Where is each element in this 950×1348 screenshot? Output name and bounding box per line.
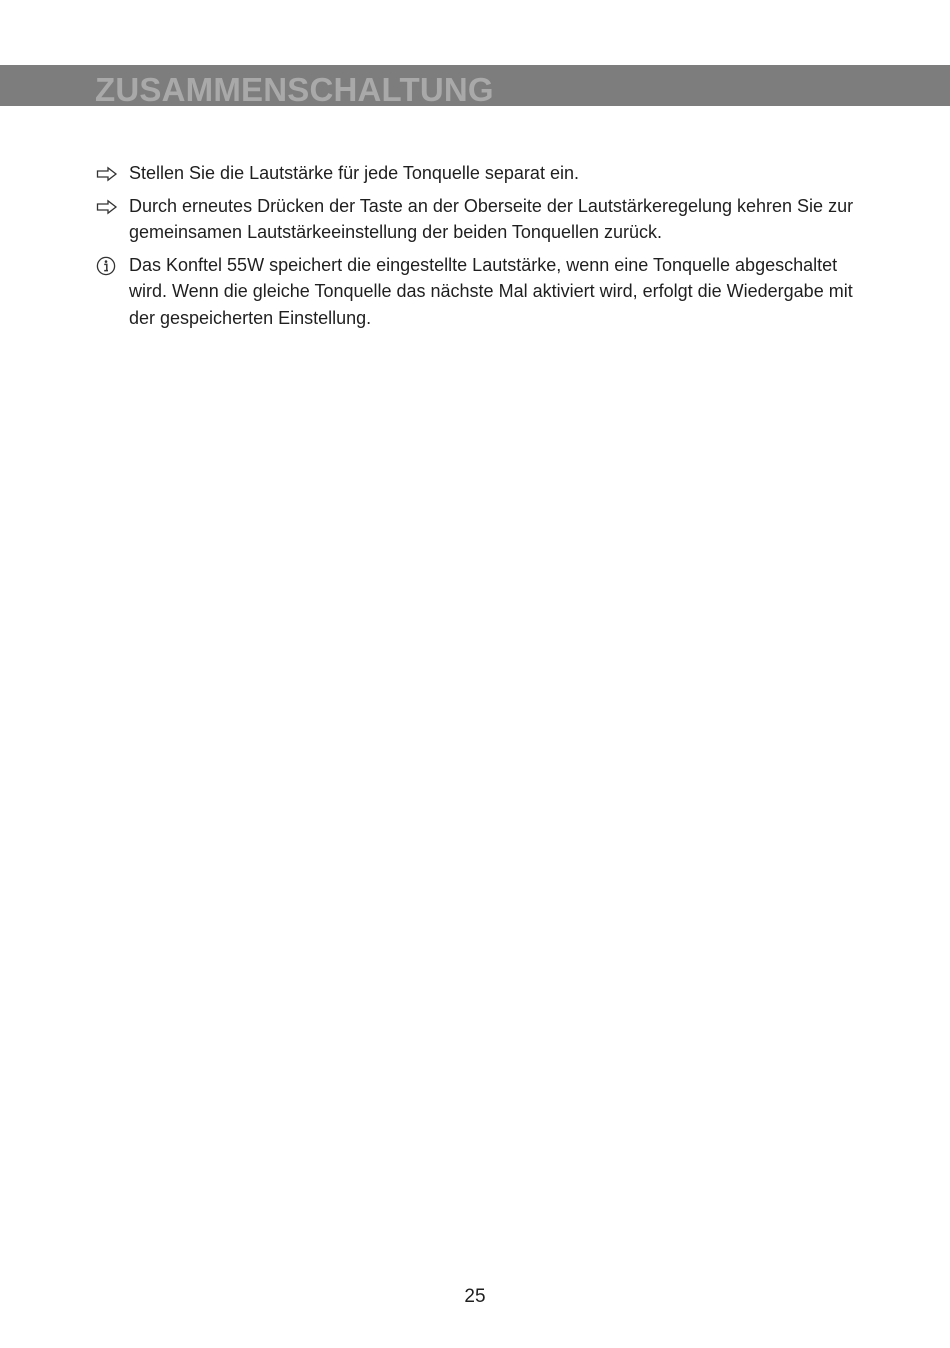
- info-note: [96, 252, 866, 332]
- instruction-text: Durch erneutes Drücken der Taste an der Oberseite der Lautstärkeregelung kehren Sie zur gemeinsamen Lautstärkeeinstellung der beiden Tonquellen zurück.: [129, 195, 854, 242]
- info-note-text: Das Konftel 55W speichert die eingestellte Lautstärke, wenn eine Tonquelle abgeschaltet wird. Wenn die gleiche Tonquelle das nächste Mal aktiviert wird, erfolgt die Wiedergabe mit der gespeicherten Einstellung.: [129, 254, 853, 328]
- instruction-item: [96, 160, 866, 187]
- arrow-right-outline-icon: [96, 199, 118, 217]
- arrow-right-outline-icon: [96, 166, 118, 184]
- instruction-list: [96, 160, 866, 337]
- instruction-text: Stellen Sie die Lautstärke für jede Tonquelle separat ein.: [129, 163, 579, 183]
- page-number: 25: [464, 1286, 486, 1307]
- section-header-bar: [0, 65, 950, 106]
- instruction-item: [96, 193, 866, 246]
- section-title: ZUSAMMENSCHALTUNG: [95, 71, 494, 106]
- info-circle-icon: [96, 258, 118, 276]
